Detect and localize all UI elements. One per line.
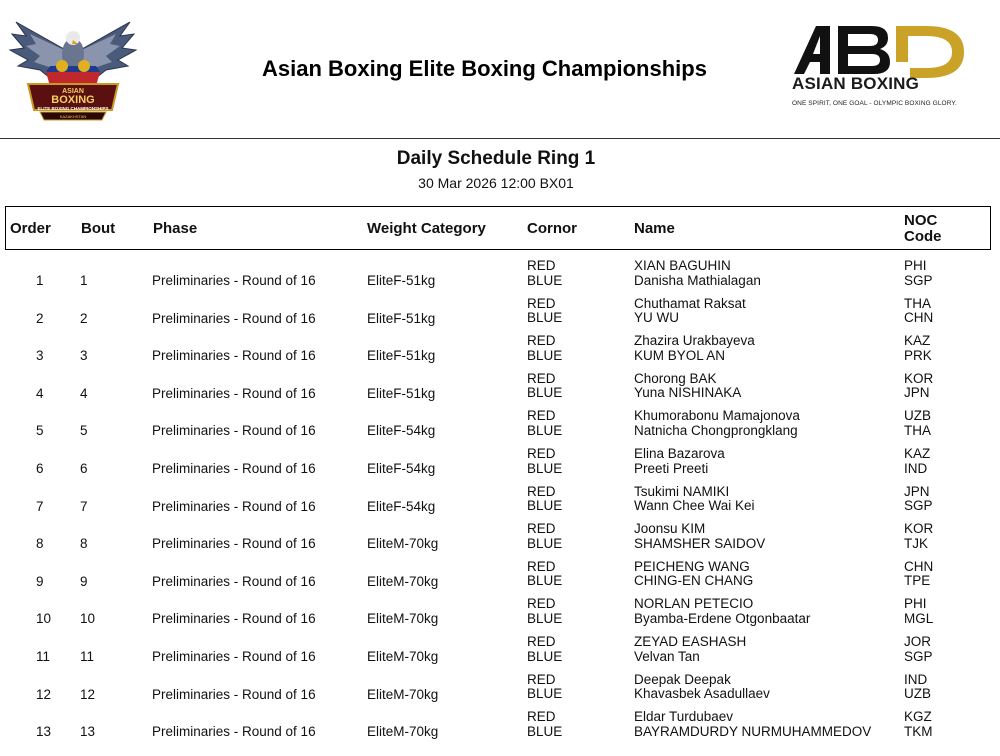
blue-corner-label: BLUE bbox=[527, 347, 563, 363]
bout-cell: 2 bbox=[80, 310, 88, 326]
weight-cell: EliteM-70kg bbox=[367, 573, 439, 589]
name-cell bbox=[634, 334, 755, 363]
corner-cell bbox=[527, 710, 562, 739]
phase-cell: Preliminaries - Round of 16 bbox=[152, 649, 316, 664]
col-order: Order bbox=[10, 220, 51, 237]
table-row bbox=[0, 483, 1000, 521]
logo-line-boxing: BOXING bbox=[51, 94, 95, 106]
order-cell: 2 bbox=[36, 310, 44, 326]
red-boxer-name: XIAN BAGUHIN bbox=[634, 258, 731, 273]
name-cell bbox=[634, 297, 746, 326]
weight-cell: EliteM-70kg bbox=[367, 649, 439, 664]
order-cell: 5 bbox=[36, 423, 44, 439]
name-cell bbox=[634, 710, 871, 739]
red-corner-label: RED bbox=[527, 709, 556, 725]
corner-cell bbox=[527, 334, 562, 363]
blue-corner-label: BLUE bbox=[527, 310, 563, 326]
blue-corner-label: BLUE bbox=[527, 648, 563, 664]
noc-cell bbox=[904, 334, 932, 363]
order-cell: 11 bbox=[36, 649, 51, 664]
weight-cell: EliteF-54kg bbox=[367, 498, 436, 514]
table-row bbox=[0, 370, 1000, 408]
red-corner-label: RED bbox=[527, 446, 556, 461]
red-corner-label: RED bbox=[527, 370, 556, 386]
name-cell bbox=[634, 635, 746, 664]
corner-cell bbox=[527, 447, 562, 476]
order-cell: 9 bbox=[36, 573, 44, 589]
table-row bbox=[0, 633, 1000, 671]
blue-corner-label: BLUE bbox=[527, 686, 563, 702]
phase-cell: Preliminaries - Round of 16 bbox=[152, 310, 316, 326]
corner-cell bbox=[527, 522, 562, 551]
red-boxer-name: Tsukimi NAMIKI bbox=[634, 483, 730, 499]
red-boxer-name: Joonsu KIM bbox=[634, 521, 706, 537]
red-noc-code: JOR bbox=[904, 634, 931, 649]
name-cell bbox=[634, 447, 725, 476]
red-noc-code: KGZ bbox=[904, 709, 932, 725]
noc-cell bbox=[904, 372, 933, 401]
logo-line-champs: ELITE BOXING CHAMPIONSHIPS bbox=[37, 106, 109, 111]
order-cell: 7 bbox=[36, 498, 44, 514]
red-corner-label: RED bbox=[527, 596, 556, 612]
table-header bbox=[5, 206, 991, 250]
red-noc-code: KAZ bbox=[904, 446, 931, 461]
table-row bbox=[0, 595, 1000, 633]
table-row bbox=[0, 708, 1000, 746]
noc-cell bbox=[904, 673, 931, 702]
blue-corner-label: BLUE bbox=[527, 573, 563, 589]
bout-cell: 5 bbox=[80, 423, 88, 439]
blue-noc-code: MGL bbox=[904, 610, 934, 626]
noc-cell bbox=[904, 560, 933, 589]
phase-cell: Preliminaries - Round of 16 bbox=[152, 461, 316, 476]
phase-cell: Preliminaries - Round of 16 bbox=[152, 423, 316, 439]
red-boxer-name: Eldar Turdubaev bbox=[634, 709, 734, 725]
name-cell bbox=[634, 522, 765, 551]
red-boxer-name: Khumorabonu Mamajonova bbox=[634, 408, 800, 424]
blue-boxer-name: SHAMSHER SAIDOV bbox=[634, 535, 766, 551]
name-cell bbox=[634, 259, 761, 288]
weight-cell: EliteM-70kg bbox=[367, 724, 439, 740]
bout-cell: 11 bbox=[80, 649, 95, 664]
weight-cell: EliteF-54kg bbox=[367, 461, 436, 476]
table-row bbox=[0, 558, 1000, 596]
phase-cell: Preliminaries - Round of 16 bbox=[152, 385, 316, 401]
corner-cell bbox=[527, 560, 562, 589]
corner-cell bbox=[527, 259, 562, 288]
weight-cell: EliteF-51kg bbox=[367, 385, 436, 401]
name-cell bbox=[634, 560, 753, 589]
blue-noc-code: UZB bbox=[904, 686, 931, 702]
corner-cell bbox=[527, 635, 562, 664]
blue-noc-code: THA bbox=[904, 422, 931, 438]
table-row bbox=[0, 671, 1000, 709]
order-cell: 4 bbox=[36, 385, 44, 401]
order-cell: 10 bbox=[36, 611, 52, 627]
logo-line-asian: ASIAN bbox=[62, 88, 84, 95]
phase-cell: Preliminaries - Round of 16 bbox=[152, 273, 316, 288]
red-boxer-name: Chorong BAK bbox=[634, 370, 717, 386]
red-noc-code: CHN bbox=[904, 558, 934, 574]
event-title: Asian Boxing Elite Boxing Championships bbox=[262, 56, 707, 81]
red-boxer-name: Chuthamat Raksat bbox=[634, 295, 746, 311]
red-noc-code: KOR bbox=[904, 521, 934, 537]
blue-noc-code: TPE bbox=[904, 573, 931, 589]
table-row bbox=[0, 257, 1000, 295]
blue-corner-label: BLUE bbox=[527, 535, 563, 551]
red-boxer-name: PEICHENG WANG bbox=[634, 558, 750, 574]
blue-boxer-name: KUM BYOL AN bbox=[634, 347, 726, 363]
blue-corner-label: BLUE bbox=[527, 385, 563, 401]
blue-boxer-name: YU WU bbox=[634, 310, 679, 326]
blue-noc-code: SGP bbox=[904, 498, 933, 514]
blue-boxer-name: Wann Chee Wai Kei bbox=[634, 498, 755, 514]
noc-cell bbox=[904, 297, 933, 326]
order-cell: 3 bbox=[36, 348, 44, 364]
logo-line-country: KAZAKHSTAN bbox=[59, 114, 87, 119]
red-corner-label: RED bbox=[527, 521, 556, 537]
corner-cell bbox=[527, 372, 562, 401]
phase-cell: Preliminaries - Round of 16 bbox=[152, 498, 316, 514]
red-noc-code: UZB bbox=[904, 408, 931, 424]
red-noc-code: KOR bbox=[904, 370, 934, 386]
schedule-title: Daily Schedule Ring 1 bbox=[396, 148, 596, 169]
table-row bbox=[0, 407, 1000, 445]
bout-cell: 10 bbox=[80, 611, 96, 627]
blue-boxer-name: Preeti Preeti bbox=[634, 460, 709, 476]
name-cell bbox=[634, 673, 770, 702]
corner-cell bbox=[527, 297, 562, 326]
noc-cell bbox=[904, 522, 933, 551]
table-row bbox=[0, 445, 1000, 483]
blue-corner-label: BLUE bbox=[527, 460, 563, 476]
col-noc-line2: Code bbox=[904, 228, 942, 245]
bout-cell: 8 bbox=[80, 536, 88, 552]
red-corner-label: RED bbox=[527, 671, 556, 687]
eagle-emblem-icon bbox=[6, 14, 140, 126]
red-boxer-name: NORLAN PETECIO bbox=[634, 596, 754, 612]
red-boxer-name: Elina Bazarova bbox=[634, 446, 725, 461]
blue-boxer-name: CHING-EN CHANG bbox=[634, 573, 754, 589]
blue-boxer-name: Danisha Mathialagan bbox=[634, 272, 761, 288]
phase-cell: Preliminaries - Round of 16 bbox=[152, 348, 316, 364]
order-cell: 12 bbox=[36, 686, 52, 702]
corner-cell bbox=[527, 673, 562, 702]
noc-cell bbox=[904, 635, 933, 664]
bout-cell: 3 bbox=[80, 348, 88, 364]
col-weight: Weight Category bbox=[367, 220, 486, 237]
red-noc-code: JPN bbox=[904, 483, 930, 499]
corner-cell bbox=[527, 597, 562, 626]
bout-cell: 1 bbox=[80, 273, 88, 288]
blue-boxer-name: BAYRAMDURDY NURMUHAMMEDOV bbox=[634, 723, 872, 739]
page-header bbox=[0, 0, 1000, 138]
name-cell bbox=[634, 372, 741, 401]
name-cell bbox=[634, 409, 800, 438]
col-phase: Phase bbox=[153, 220, 198, 237]
bout-cell: 13 bbox=[80, 724, 96, 740]
order-cell: 1 bbox=[36, 273, 44, 288]
order-cell: 13 bbox=[36, 724, 52, 740]
blue-noc-code: PRK bbox=[904, 347, 932, 363]
blue-noc-code: SGP bbox=[904, 648, 933, 664]
schedule-subtitle: 30 Mar 2026 12:00 BX01 bbox=[418, 175, 574, 191]
phase-cell: Preliminaries - Round of 16 bbox=[152, 611, 316, 627]
red-noc-code: PHI bbox=[904, 258, 927, 273]
name-cell bbox=[634, 597, 810, 626]
blue-boxer-name: Byamba-Erdene Otgonbaatar bbox=[634, 610, 811, 626]
col-bout: Bout bbox=[81, 220, 116, 237]
blue-corner-label: BLUE bbox=[527, 422, 563, 438]
red-corner-label: RED bbox=[527, 258, 556, 273]
red-corner-label: RED bbox=[527, 333, 556, 349]
corner-cell bbox=[527, 485, 562, 514]
col-noc bbox=[904, 213, 942, 245]
weight-cell: EliteM-70kg bbox=[367, 611, 439, 627]
phase-cell: Preliminaries - Round of 16 bbox=[152, 724, 316, 740]
bout-cell: 7 bbox=[80, 498, 88, 514]
blue-noc-code: TKM bbox=[904, 723, 933, 739]
table-row bbox=[0, 520, 1000, 558]
bout-cell: 6 bbox=[80, 461, 88, 476]
red-noc-code: PHI bbox=[904, 596, 927, 612]
red-corner-label: RED bbox=[527, 483, 556, 499]
blue-boxer-name: Velvan Tan bbox=[634, 648, 700, 664]
blue-noc-code: IND bbox=[904, 460, 928, 476]
red-corner-label: RED bbox=[527, 408, 556, 424]
blue-boxer-name: Yuna NISHINAKA bbox=[634, 385, 742, 401]
blue-boxer-name: Khavasbek Asadullaev bbox=[634, 686, 770, 702]
noc-cell bbox=[904, 485, 933, 514]
brand-name: ASIAN BOXING bbox=[792, 74, 920, 93]
header-divider bbox=[0, 138, 1000, 139]
abd-monogram-icon bbox=[786, 22, 976, 78]
phase-cell: Preliminaries - Round of 16 bbox=[152, 573, 316, 589]
weight-cell: EliteF-54kg bbox=[367, 423, 436, 439]
order-cell: 8 bbox=[36, 536, 44, 552]
brand-tagline: ONE SPIRIT, ONE GOAL - OLYMPIC BOXING GLORY. bbox=[792, 100, 957, 107]
red-noc-code: KAZ bbox=[904, 333, 931, 349]
blue-noc-code: CHN bbox=[904, 310, 934, 326]
red-corner-label: RED bbox=[527, 295, 556, 311]
table-row bbox=[0, 332, 1000, 370]
col-corner: Cornor bbox=[527, 220, 577, 237]
noc-cell bbox=[904, 409, 931, 438]
red-noc-code: IND bbox=[904, 671, 928, 687]
weight-cell: EliteF-51kg bbox=[367, 348, 436, 364]
blue-corner-label: BLUE bbox=[527, 272, 563, 288]
bout-cell: 4 bbox=[80, 385, 88, 401]
blue-boxer-name: Natnicha Chongprongklang bbox=[634, 422, 798, 438]
bout-cell: 12 bbox=[80, 686, 96, 702]
noc-cell bbox=[904, 710, 933, 739]
noc-cell bbox=[904, 597, 933, 626]
red-boxer-name: ZEYAD EASHASH bbox=[634, 634, 747, 649]
phase-cell: Preliminaries - Round of 16 bbox=[152, 536, 316, 552]
blue-noc-code: SGP bbox=[904, 272, 933, 288]
blue-corner-label: BLUE bbox=[527, 723, 563, 739]
weight-cell: EliteM-70kg bbox=[367, 686, 439, 702]
event-logo bbox=[6, 14, 140, 126]
corner-cell bbox=[527, 409, 562, 438]
blue-corner-label: BLUE bbox=[527, 610, 563, 626]
red-corner-label: RED bbox=[527, 558, 556, 574]
brand-logo bbox=[786, 22, 976, 112]
weight-cell: EliteF-51kg bbox=[367, 310, 436, 326]
blue-noc-code: TJK bbox=[904, 535, 929, 551]
name-cell bbox=[634, 485, 755, 514]
blue-corner-label: BLUE bbox=[527, 498, 563, 514]
blue-noc-code: JPN bbox=[904, 385, 930, 401]
red-corner-label: RED bbox=[527, 634, 556, 649]
table-row bbox=[0, 295, 1000, 333]
weight-cell: EliteM-70kg bbox=[367, 536, 439, 552]
col-name: Name bbox=[634, 220, 675, 237]
weight-cell: EliteF-51kg bbox=[367, 273, 436, 288]
noc-cell bbox=[904, 259, 933, 288]
col-noc-line1: NOC bbox=[904, 212, 938, 229]
phase-cell: Preliminaries - Round of 16 bbox=[152, 686, 316, 702]
noc-cell bbox=[904, 447, 930, 476]
order-cell: 6 bbox=[36, 461, 44, 476]
bout-cell: 9 bbox=[80, 573, 88, 589]
red-boxer-name: Deepak Deepak bbox=[634, 671, 731, 687]
red-noc-code: THA bbox=[904, 295, 931, 311]
red-boxer-name: Zhazira Urakbayeva bbox=[634, 333, 755, 349]
